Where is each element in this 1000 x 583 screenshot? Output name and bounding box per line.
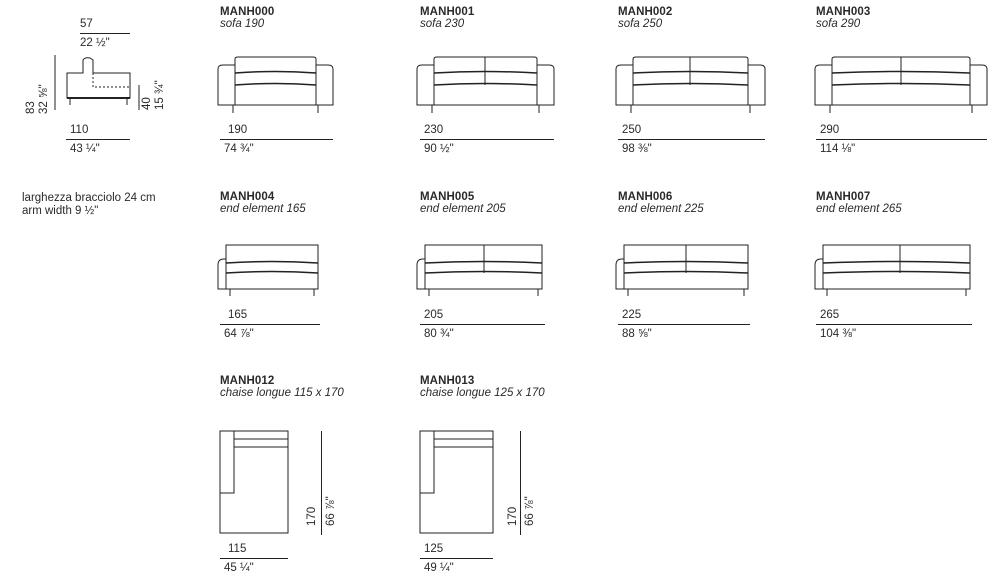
sofa-manh003 — [816, 6, 870, 30]
width-in: 64 ⅞" — [224, 328, 254, 340]
arm-note-en: arm width 9 ½" — [22, 205, 99, 217]
width-cm: 205 — [424, 309, 444, 321]
model-description: end element 265 — [816, 203, 902, 215]
model-code: MANH002 — [618, 6, 673, 18]
width-cm: 165 — [228, 309, 248, 321]
width-in: 74 ¾" — [224, 143, 254, 155]
chaise-125-plan-drawing — [420, 431, 495, 535]
width-in: 98 ⅜" — [622, 143, 652, 155]
height-in: 32 ⅝" — [38, 84, 50, 114]
model-description: sofa 250 — [618, 18, 663, 30]
seat-height-cm: 40 — [141, 97, 153, 110]
model-code: MANH005 — [420, 191, 475, 203]
sofa-manh001 — [420, 6, 474, 30]
depth-in: 66 ⅞" — [524, 496, 536, 526]
sofa-230-drawing — [417, 55, 554, 115]
width-cm: 230 — [424, 124, 444, 136]
width-cm: 290 — [820, 124, 840, 136]
width-cm: 265 — [820, 309, 840, 321]
model-description: end element 165 — [220, 203, 306, 215]
model-description: chaise longue 125 x 170 — [420, 387, 545, 399]
model-code: MANH013 — [420, 375, 475, 387]
depth-cm: 170 — [306, 506, 318, 526]
dimension-line — [80, 33, 130, 34]
seat-height-in: 15 ¾" — [154, 80, 166, 110]
dimension-line — [420, 139, 554, 140]
end-element-manh005 — [420, 191, 506, 215]
model-code: MANH006 — [618, 191, 673, 203]
dimension-line — [618, 324, 750, 325]
width-in: 45 ¼" — [224, 562, 254, 574]
chaise-manh012 — [220, 375, 344, 399]
model-description: end element 225 — [618, 203, 704, 215]
width-cm: 225 — [622, 309, 642, 321]
width-in: 90 ½" — [424, 143, 454, 155]
dimension-line — [816, 324, 972, 325]
end-165-drawing — [218, 243, 320, 298]
width-cm: 190 — [228, 124, 248, 136]
depth-in: 66 ⅞" — [325, 496, 337, 526]
width-cm: 250 — [622, 124, 642, 136]
depth-cm: 57 — [80, 18, 93, 30]
model-code: MANH007 — [816, 191, 871, 203]
width-in: 88 ⅝" — [622, 328, 652, 340]
end-element-manh007 — [816, 191, 902, 215]
end-225-drawing — [616, 243, 750, 298]
model-code: MANH001 — [420, 6, 475, 18]
sofa-190-drawing — [218, 55, 333, 115]
model-code: MANH012 — [220, 375, 275, 387]
width-in: 104 ⅜" — [820, 328, 857, 340]
depth-dimension-line — [520, 431, 521, 535]
width-in: 114 ⅛" — [820, 143, 856, 155]
end-element-manh006 — [618, 191, 704, 215]
sofa-250-drawing — [616, 55, 765, 115]
width-in: 80 ¾" — [424, 328, 454, 340]
model-code: MANH004 — [220, 191, 275, 203]
width-cm: 115 — [228, 543, 247, 555]
width-in: 49 ¼" — [424, 562, 454, 574]
depth-in: 22 ½" — [80, 37, 110, 49]
dimension-line — [618, 139, 765, 140]
width-cm: 110 — [70, 124, 89, 136]
side-profile-drawing — [55, 55, 145, 115]
dimension-line — [816, 139, 987, 140]
dimension-line — [420, 558, 493, 559]
model-code: MANH000 — [220, 6, 275, 18]
chaise-manh013 — [420, 375, 545, 399]
dimension-line — [420, 324, 545, 325]
width-cm: 125 — [424, 543, 444, 555]
end-205-drawing — [417, 243, 544, 298]
model-description: sofa 290 — [816, 18, 861, 30]
sofa-manh002 — [618, 6, 672, 30]
sofa-290-drawing — [815, 55, 987, 115]
model-description: end element 205 — [420, 203, 506, 215]
model-description: sofa 190 — [220, 18, 265, 30]
chaise-115-plan-drawing — [220, 431, 290, 535]
end-265-drawing — [815, 243, 972, 298]
dimension-line — [220, 139, 333, 140]
model-code: MANH003 — [816, 6, 871, 18]
arm-note-it: larghezza bracciolo 24 cm — [22, 192, 156, 204]
dimension-line — [66, 139, 130, 140]
dimension-line — [220, 558, 288, 559]
depth-dimension-line — [321, 431, 322, 535]
depth-cm: 170 — [507, 506, 519, 526]
model-description: sofa 230 — [420, 18, 465, 30]
sofa-manh000 — [220, 6, 274, 30]
dimension-line — [220, 324, 320, 325]
model-description: chaise longue 115 x 170 — [220, 387, 344, 399]
height-cm: 83 — [25, 101, 37, 114]
end-element-manh004 — [220, 191, 306, 215]
width-in: 43 ¼" — [70, 143, 100, 155]
